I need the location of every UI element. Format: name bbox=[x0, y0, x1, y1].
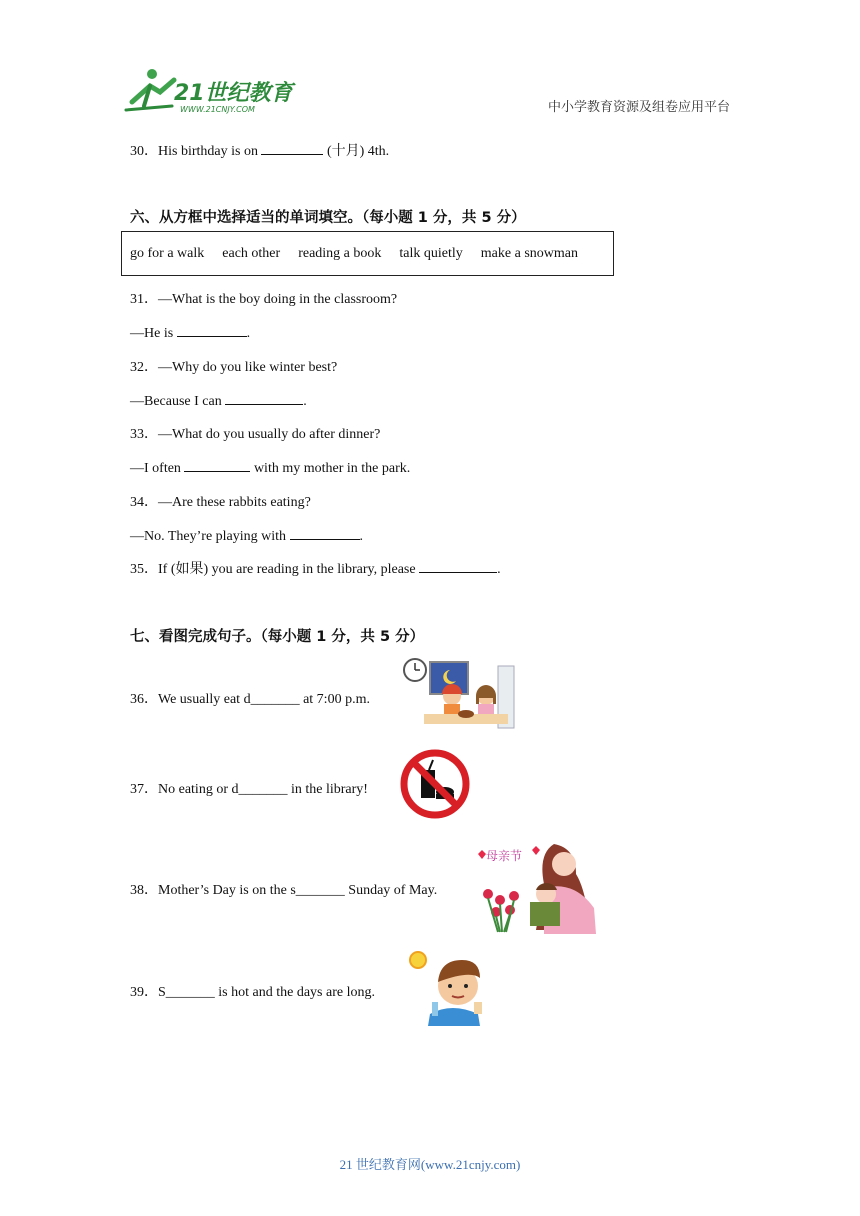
question-36 bbox=[130, 688, 370, 708]
question-number: 34． bbox=[130, 495, 158, 510]
question-text: If (如果) you are reading in the library, please bbox=[158, 562, 416, 577]
question-text: —What do you usually do after dinner? bbox=[158, 427, 381, 442]
question-text: is hot and the days are long. bbox=[218, 985, 375, 1000]
question-text: His birthday is on bbox=[158, 144, 258, 159]
answer-text: —He is bbox=[130, 326, 174, 341]
question-text: We usually eat d_______ bbox=[158, 692, 300, 707]
question-39 bbox=[130, 981, 375, 1001]
question-text: . bbox=[497, 562, 501, 577]
question-34 bbox=[130, 491, 311, 511]
question-number: 31． bbox=[130, 292, 158, 307]
question-number: 33． bbox=[130, 427, 158, 442]
family-dinner-icon bbox=[402, 656, 518, 730]
question-text: (十月) 4th. bbox=[326, 144, 390, 159]
answer-blank[interactable] bbox=[177, 322, 247, 337]
question-number: 39． bbox=[130, 985, 158, 1000]
answer-text: with my mother in the park. bbox=[253, 461, 411, 476]
question-number: 38． bbox=[130, 883, 158, 898]
question-number: 36． bbox=[130, 692, 158, 707]
answer-blank[interactable] bbox=[225, 390, 303, 405]
question-31 bbox=[130, 288, 397, 308]
no-food-drink-sign-icon bbox=[399, 748, 471, 820]
word-option: each other bbox=[222, 245, 281, 261]
question-number: 37． bbox=[130, 782, 158, 797]
answer-32 bbox=[130, 390, 307, 410]
question-text: —Why do you like winter best? bbox=[158, 360, 338, 375]
word-option: go for a walk bbox=[130, 245, 205, 261]
answer-blank[interactable] bbox=[184, 457, 250, 472]
mothers-day-hug-icon bbox=[474, 838, 598, 936]
answer-33 bbox=[130, 457, 410, 477]
answer-31 bbox=[130, 322, 250, 342]
answer-blank[interactable] bbox=[419, 558, 497, 573]
question-text: at 7:00 p.m. bbox=[303, 692, 370, 707]
question-37 bbox=[130, 778, 368, 798]
question-text: S_______ bbox=[158, 985, 215, 1000]
word-option: reading a book bbox=[298, 245, 382, 261]
answer-34 bbox=[130, 525, 363, 545]
answer-text: . bbox=[246, 326, 251, 341]
runner-logo-icon bbox=[122, 66, 292, 116]
hot-summer-boy-icon bbox=[404, 948, 486, 1028]
answer-blank[interactable] bbox=[261, 140, 323, 155]
answer-text: . bbox=[359, 529, 364, 544]
answer-blank[interactable] bbox=[290, 525, 360, 540]
question-text: Sunday of May. bbox=[348, 883, 438, 898]
word-option: make a snowman bbox=[480, 245, 578, 261]
section-6-title: 六、从方框中选择适当的单词填空。（每小题 1 分，共 5 分） bbox=[130, 210, 526, 226]
question-text: —What is the boy doing in the classroom? bbox=[158, 292, 398, 307]
question-number: 35． bbox=[130, 562, 158, 577]
word-option: talk quietly bbox=[399, 245, 463, 261]
word-bank-box bbox=[121, 231, 614, 276]
question-number: 30． bbox=[130, 144, 158, 159]
question-text: No eating or d_______ bbox=[158, 782, 288, 797]
question-number: 32． bbox=[130, 360, 158, 375]
logo-url: WWW.21CNJY.COM bbox=[180, 105, 255, 114]
page-footer: 21 世纪教育网(www.21cnjy.com) bbox=[339, 1157, 521, 1172]
question-30 bbox=[130, 140, 389, 160]
question-32 bbox=[130, 356, 337, 376]
answer-text: —Because I can bbox=[130, 394, 222, 409]
question-text: Mother’s Day is on the s_______ bbox=[158, 883, 345, 898]
question-38 bbox=[130, 879, 437, 899]
answer-text: . bbox=[303, 394, 307, 409]
answer-text: —No. They’re playing with bbox=[130, 529, 287, 544]
answer-text: —I often bbox=[130, 461, 181, 476]
mothers-day-label: 母亲节 bbox=[486, 849, 523, 863]
question-text: —Are these rabbits eating? bbox=[158, 495, 311, 510]
section-7-title: 七、看图完成句子。（每小题 1 分，共 5 分） bbox=[130, 629, 425, 645]
platform-name: 中小学教育资源及组卷应用平台 bbox=[547, 100, 730, 115]
site-logo bbox=[122, 66, 292, 116]
question-text: in the library! bbox=[290, 782, 368, 797]
question-35 bbox=[130, 558, 501, 578]
question-33 bbox=[130, 423, 380, 443]
logo-text: 21世纪教育 bbox=[174, 81, 293, 106]
